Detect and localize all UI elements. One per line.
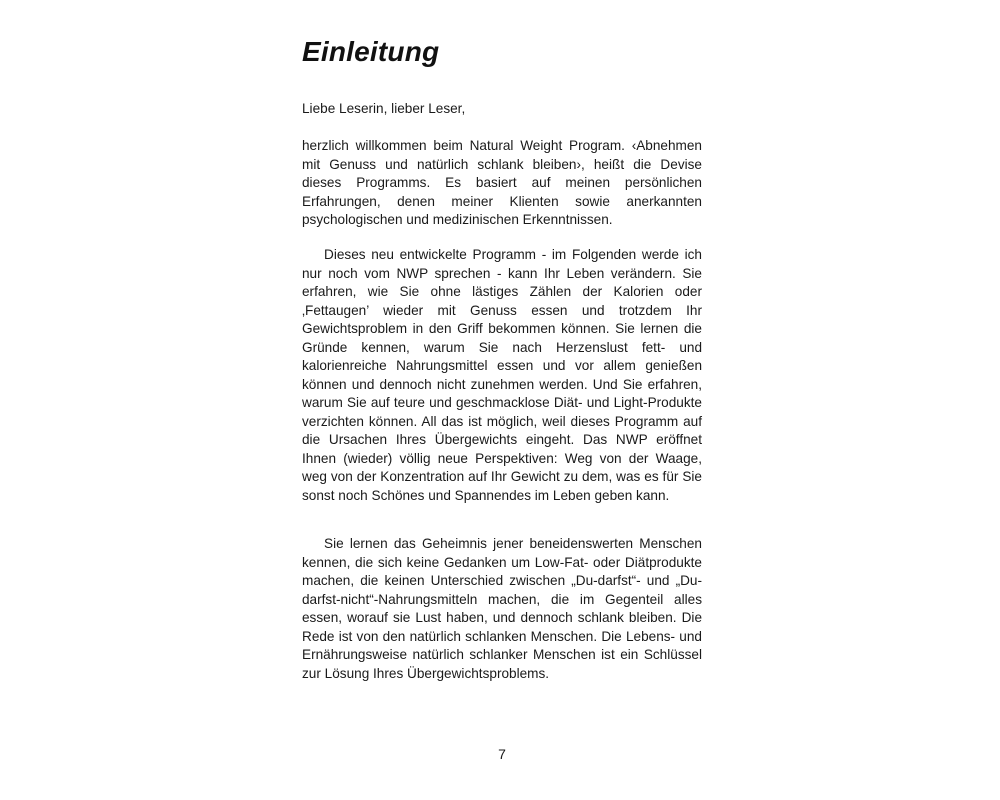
paragraph-2: Dieses neu entwickelte Programm - im Folgenden werde ich nur noch vom NWP sprechen - kann Ihr Leben verändern. Sie erfahren, wie Sie ohne lästiges Zählen der Kalorien oder ‚Fettaugen’ wieder mit Genuss essen und trotzdem Ihr Gewichtsproblem in den Griff bekommen können. Sie lernen die Gründe kennen, warum Sie nach Herzenslust fett- und kalorienreiche Nahrungsmittel essen und vor allem genießen können und dennoch nicht zunehmen werden. Und Sie erfahren, warum Sie auf teure und geschmacklose Diät- und Light-Produkte verzichten können. All das ist möglich, weil dieses Programm auf die Ursachen Ihres Übergewichts eingeht. Das NWP eröffnet Ihnen (wieder) völlig neue Perspektiven: Weg von der Waage, weg von der Konzentration auf Ihr Gewicht zu dem, was es für Sie sonst noch Schönes und Spannendes im Leben geben kann. xyxy=(302,247,702,503)
paragraph-1: herzlich willkommen beim Natural Weight Program. ‹Abnehmen mit Genuss und natürlich schlank bleiben›, heißt die Devise dieses Programms. Es basiert auf meinen persönlichen Erfahrungen, denen meiner Klienten sowie anerkannten psychologischen und medizinischen Erkenntnissen. xyxy=(302,138,702,227)
paragraph-3: Sie lernen das Geheimnis jener beneidenswerten Menschen kennen, die sich keine Gedanken um Low-Fat- oder Diätprodukte machen, die keinen Unterschied zwischen „Du-darfst“- und „Du-darfst-nicht“-Nahrungsmitteln machen, die im Gegenteil alles essen, worauf sie Lust haben, und dennoch schlank bleiben. Die Rede ist von den natürlich schlanken Menschen. Die Lebens- und Ernährungsweise natürlich schlanker Menschen ist ein Schlüssel zur Lösung Ihres Übergewichtsproblems. xyxy=(302,536,702,681)
chapter-heading: Einleitung xyxy=(302,36,440,67)
page-number: 7 xyxy=(498,746,506,762)
salutation: Liebe Leserin, lieber Leser, xyxy=(302,101,466,116)
